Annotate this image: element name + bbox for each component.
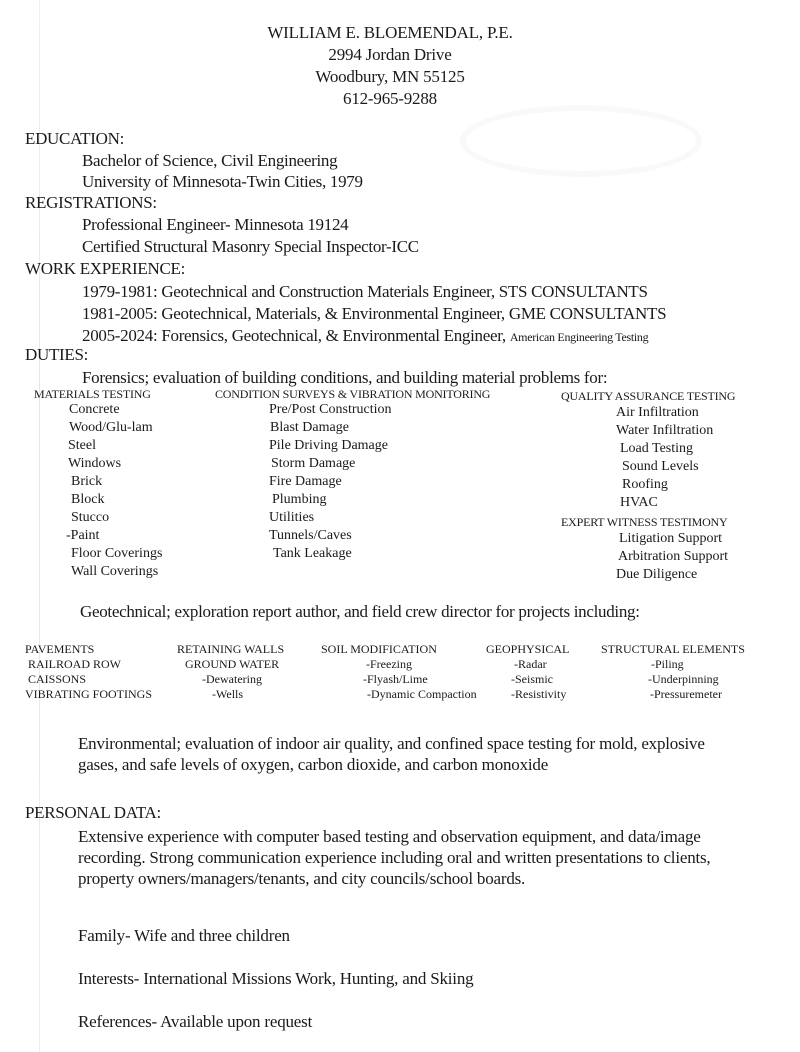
geo-column-item: -Dynamic Compaction [367, 687, 477, 701]
conditions-item: Plumbing [272, 492, 327, 507]
conditions-item: Tunnels/Caves [269, 528, 352, 543]
materials-item: Wall Coverings [71, 564, 159, 579]
materials-item: Steel [68, 438, 96, 453]
work-item [82, 326, 648, 346]
geo-column-heading: RETAINING WALLS [177, 642, 285, 656]
materials-item: Block [71, 492, 105, 507]
geotechnical-intro: Geotechnical; exploration report author, and field crew director for projects including: [80, 602, 640, 621]
expert-item: Arbitration Support [618, 549, 729, 564]
geo-column-item: GROUND WATER [185, 657, 280, 671]
geo-column-item: VIBRATING FOOTINGS [25, 687, 153, 701]
scan-smudge [460, 105, 702, 177]
geo-column-heading: SOIL MODIFICATION [321, 642, 437, 656]
phone-line: 612-965-9288 [343, 89, 437, 108]
work-employer: American Engineering Testing [509, 330, 649, 344]
address-line: 2994 Jordan Drive [328, 45, 452, 64]
materials-item: Stucco [71, 510, 110, 525]
conditions-item: Pre/Post Construction [269, 402, 392, 417]
geo-column-item: -Underpinning [648, 672, 719, 686]
family-line: Family- Wife and three children [78, 926, 290, 945]
work-item [82, 282, 648, 302]
references-line: References- Available upon request [78, 1012, 313, 1031]
resume-name: WILLIAM E. BLOEMENDAL, P.E. [267, 23, 513, 42]
conditions-item: Blast Damage [270, 420, 349, 435]
quality-item: Water Infiltration [616, 423, 714, 438]
geo-column-item: RAILROAD ROW [28, 657, 121, 671]
geo-column-heading: STRUCTURAL ELEMENTS [601, 642, 745, 656]
work-heading: WORK EXPERIENCE: [25, 259, 185, 278]
materials-item: Concrete [69, 402, 120, 417]
expert-heading: EXPERT WITNESS TESTIMONY [561, 515, 728, 529]
materials-item: -Paint [66, 528, 100, 543]
scan-artifact-line [39, 0, 40, 1052]
geo-column-item: -Freezing [366, 657, 412, 671]
education-heading: EDUCATION: [25, 129, 124, 148]
geo-column-item: -Radar [514, 657, 547, 671]
geo-column-item: CAISSONS [28, 672, 87, 686]
forensics-intro: Forensics; evaluation of building conditions, and building material problems for: [82, 368, 608, 387]
quality-item: Roofing [622, 477, 668, 492]
quality-heading: QUALITY ASSURANCE TESTING [561, 389, 736, 403]
materials-item: Windows [68, 456, 122, 471]
quality-item: Air Infiltration [616, 405, 699, 420]
education-item: Bachelor of Science, Civil Engineering [82, 151, 338, 170]
personal-heading: PERSONAL DATA: [25, 803, 161, 822]
registration-item: Professional Engineer- Minnesota 19124 [82, 215, 349, 234]
duties-heading: DUTIES: [25, 345, 89, 364]
conditions-item: Pile Driving Damage [269, 438, 388, 453]
registration-item: Certified Structural Masonry Special Inspector-ICC [82, 237, 419, 256]
geo-column-item: -Wells [212, 687, 244, 701]
work-item-text: 2005-2024: Forensics, Geotechnical, & Environmental Engineer, [82, 326, 510, 345]
expert-item: Litigation Support [619, 531, 723, 546]
conditions-item: Fire Damage [269, 474, 342, 489]
city-line: Woodbury, MN 55125 [315, 67, 465, 86]
conditions-item: Storm Damage [271, 456, 356, 471]
materials-item: Wood/Glu-lam [69, 420, 153, 435]
materials-item: Brick [71, 474, 103, 489]
conditions-item: Tank Leakage [273, 546, 352, 561]
geo-column-item: -Dewatering [202, 672, 262, 686]
work-item [82, 304, 666, 324]
quality-item: Load Testing [620, 441, 694, 456]
expert-item: Due Diligence [616, 567, 698, 582]
geo-column-item: -Seismic [511, 672, 553, 686]
quality-item: Sound Levels [622, 459, 699, 474]
work-item-text: 1981-2005: Geotechnical, Materials, & Environmental Engineer, GME CONSULTANTS [82, 304, 667, 323]
materials-item: Floor Coverings [71, 546, 163, 561]
geo-column-item: -Piling [651, 657, 684, 671]
materials-heading: MATERIALS TESTING [34, 387, 151, 401]
work-item-text: 1979-1981: Geotechnical and Construction Materials Engineer, STS CONSULTANTS [82, 282, 648, 301]
personal-summary: Extensive experience with computer based testing and observation equipment, and data/image recording. Strong communication experience including oral and written presentations to clients, property owners/managers/tenants, and city councils/school boards. [78, 827, 711, 888]
geo-column-item: -Flyash/Lime [363, 672, 428, 686]
geo-column-heading: GEOPHYSICAL [486, 642, 570, 656]
geo-column-heading: PAVEMENTS [25, 642, 95, 656]
interests-line: Interests- International Missions Work, Hunting, and Skiing [78, 969, 474, 988]
geo-column-item: -Pressuremeter [650, 687, 722, 701]
quality-item: HVAC [620, 495, 658, 510]
geo-column-item: -Resistivity [511, 687, 567, 701]
conditions-item: Utilities [269, 510, 315, 525]
environmental-paragraph: Environmental; evaluation of indoor air quality, and confined space testing for mold, explosive gases, and safe levels of oxygen, carbon dioxide, and carbon monoxide [78, 734, 705, 774]
education-item: University of Minnesota-Twin Cities, 1979 [82, 172, 363, 191]
conditions-heading: CONDITION SURVEYS & VIBRATION MONITORING [215, 387, 491, 401]
registrations-heading: REGISTRATIONS: [25, 193, 157, 212]
